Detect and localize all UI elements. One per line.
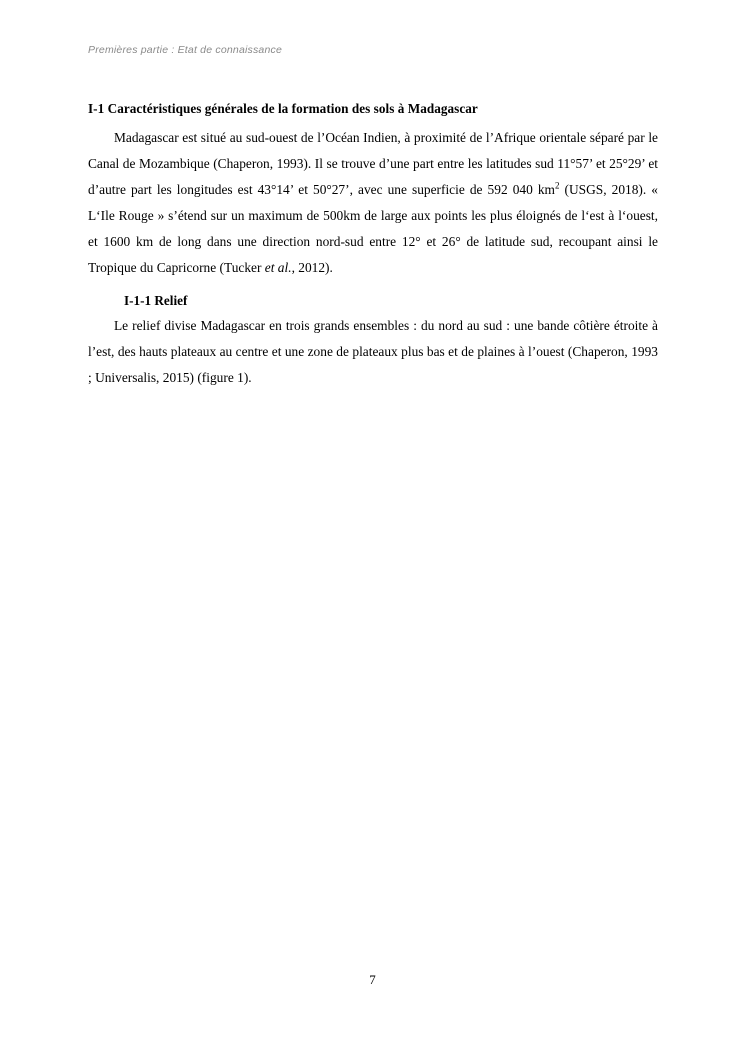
page-number: 7 [369,972,376,987]
paragraph-text-part-1: Madagascar est situé au sud-ouest de l’Océan Indien, à proximité de l’Afrique orientale séparé par le Canal de Mozambique (Chaperon, 1993). Il se trouve d’une part entre les latitudes sud 11°57’ et 25°29’ et d’autre part les longitudes est 43°14’ et 50°27’, avec une superficie de 592 040 km [88,129,658,197]
page-content [88,100,658,391]
paragraph-text-part-3: , 2012). [291,259,333,275]
paragraph-text-part-2: (USGS, 2018). « L‘Ile Rouge » s’étend sur un maximum de 500km de large aux points les plus éloignés de l‘est à l‘ouest, et 1600 km de long dans une direction nord-sud entre 12° et 26° de latitude sud, recoupant ainsi le Tropique du Capricorne (Tucker [88,181,658,275]
citation-et-al: et al. [264,259,292,275]
subsection-heading: I-1-1 Relief [124,292,188,308]
superscript-square: 2 [554,180,560,191]
subsection-paragraph: Le relief divise Madagascar en trois grands ensembles : du nord au sud : une bande côtière étroite à l’est, des hauts plateaux au centre et une zone de plateaux plus bas et de plaines à l’ouest (Chaperon, 1993 ; Universalis, 2015) (figure 1). [88,317,658,385]
section-heading: I-1 Caractéristiques générales de la formation des sols à Madagascar [88,101,478,116]
section-paragraph [88,125,658,281]
running-header: Premières partie : Etat de connaissance [88,44,282,56]
